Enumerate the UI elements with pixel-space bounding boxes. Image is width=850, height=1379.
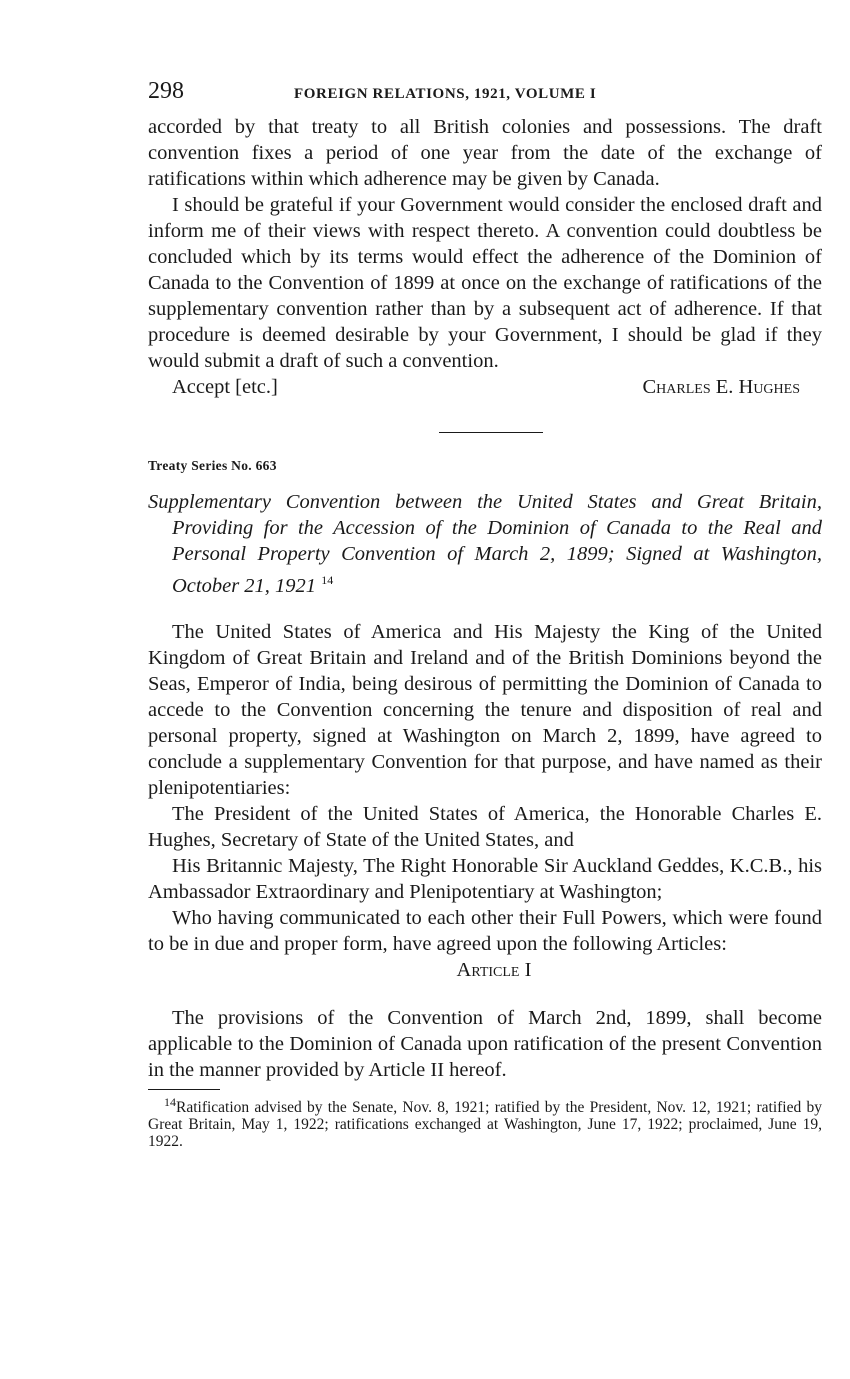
letter-paragraph-2: I should be grateful if your Government would consider the enclosed draft and inform me of their views with respect thereto. A convention could doubtless be concluded which by its terms would effect the adherence of the Dominion of Canada to the Convention of 1899 at once on the exchange of ratifications of the supplementary convention rather than by a subsequent act of adherence. If that procedure is deemed desirable by your Government, I should be glad if they would submit a draft of such a convention.: [148, 194, 822, 372]
document-page: [148, 78, 822, 1150]
treaty-preamble: The United States of America and His Majesty the King of the United Kingdom of Great Britain and Ireland and of the British Dominions beyond the Seas, Emperor of India, being desirous of permitting the Dominion of Canada to accede to the Convention concerning the tenure and disposition of real and personal property, signed at Washington on March 2, 1899, have agreed to conclude a supplementary Convention for that purpose, and have named as their plenipotentiaries:: [148, 620, 822, 799]
article-1-text: The provisions of the Convention of March 2nd, 1899, shall become applicable to the Dominion of Canada upon ratification of the present Convention in the manner provided by Article II hereof.: [148, 1006, 822, 1081]
treaty-title: [148, 489, 822, 599]
page-number: 298: [148, 78, 184, 104]
footnote-divider: [148, 1089, 220, 1090]
section-divider: [439, 432, 543, 433]
full-powers-paragraph: Who having communicated to each other their Full Powers, which were found to be in due and proper form, have agreed upon the following Articles:: [148, 906, 822, 955]
plenipotentiary-gb: His Britannic Majesty, The Right Honorable Sir Auckland Geddes, K.C.B., his Ambassador Extraordinary and Plenipotentiary at Washington;: [148, 854, 822, 903]
letter-closing: Accept [etc.]: [172, 376, 278, 398]
plenipotentiary-us: The President of the United States of America, the Honorable Charles E. Hughes, Secretary of State of the United States, and: [148, 802, 822, 851]
letter-signoff: [148, 374, 822, 400]
treaty-series-label: Treaty Series No. 663: [148, 458, 277, 473]
treaty-title-footnote-ref: 14: [321, 573, 334, 587]
letter-signature: Charles E. Hughes: [642, 376, 800, 398]
treaty-title-text: Supplementary Convention between the United States and Great Britain, Providing for the Accession of the Dominion of Canada to the Real and Personal Property Convention of March 2, 1899; Signed at Washington, October 21, 1921: [148, 491, 822, 597]
footnote: [148, 1094, 822, 1150]
footnote-marker: 14: [164, 1094, 176, 1109]
footnote-text: Ratification advised by the Senate, Nov. 8, 1921; ratified by the President, Nov. 12, 1921; ratified by Great Britain, May 1, 1922; ratifications exchanged at Washington, June 17, 1922; proclaimed, June 19, 1922.: [148, 1098, 822, 1150]
running-head: FOREIGN RELATIONS, 1921, VOLUME I: [294, 86, 597, 102]
treaty-body: [148, 619, 822, 1083]
page-header: [148, 78, 822, 114]
article-heading: Article I: [456, 958, 532, 981]
letter-paragraph-1: accorded by that treaty to all British colonies and possessions. The draft convention fixes a period of one year from the date of the exchange of ratifications within which adherence may be given by Canada.: [148, 116, 822, 190]
